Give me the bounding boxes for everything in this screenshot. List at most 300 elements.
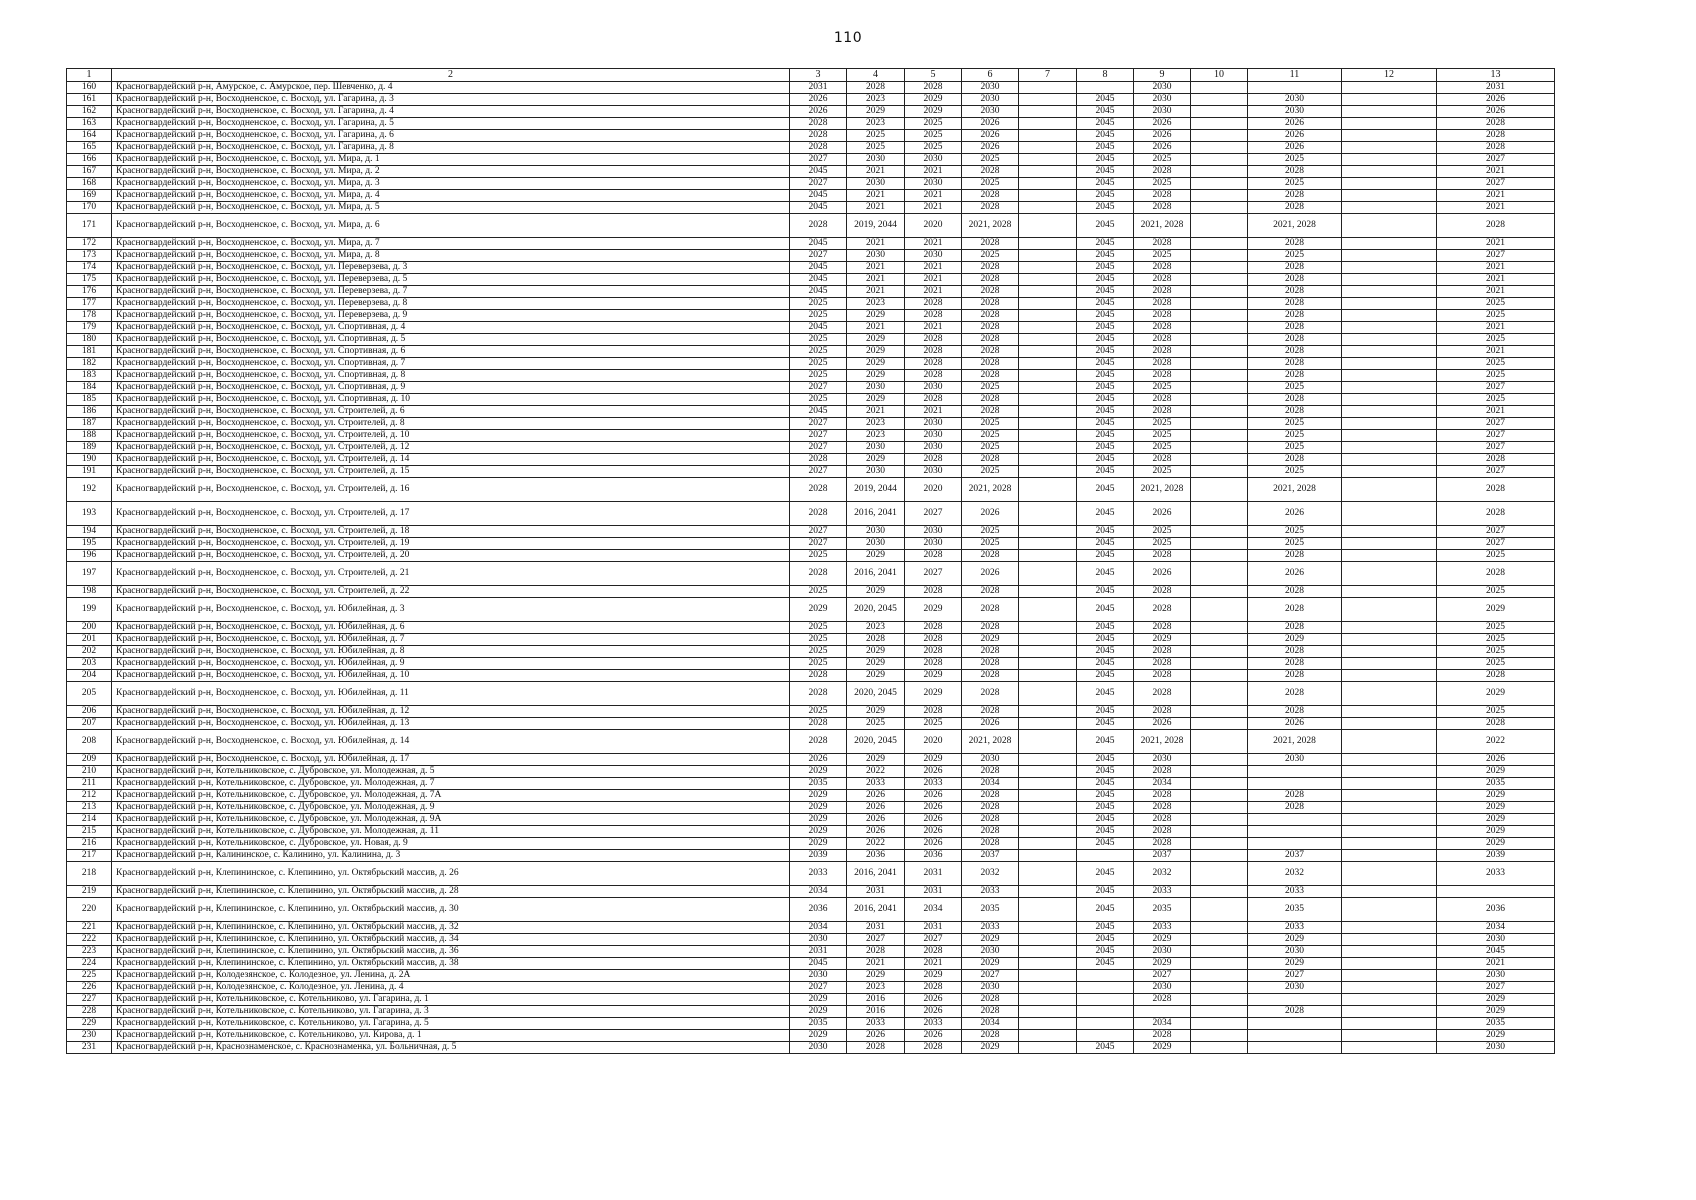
table-row bbox=[67, 274, 1555, 286]
row-number-cell: 163 bbox=[67, 118, 112, 130]
year-cell: 2045 bbox=[790, 322, 847, 334]
year-cell: 2028 bbox=[1134, 622, 1191, 634]
year-cell: 2028 bbox=[1248, 790, 1342, 802]
year-cell: 2028 bbox=[905, 346, 962, 358]
year-cell: 2028 bbox=[962, 298, 1019, 310]
year-cell: 2023 bbox=[847, 982, 905, 994]
row-number-cell: 176 bbox=[67, 286, 112, 298]
year-cell: 2029 bbox=[1134, 1042, 1191, 1054]
year-cell: 2025 bbox=[1437, 622, 1555, 634]
year-cell: 2045 bbox=[1077, 814, 1134, 826]
year-cell bbox=[1342, 130, 1437, 142]
year-cell bbox=[1191, 718, 1248, 730]
year-cell: 2028 bbox=[905, 706, 962, 718]
year-cell: 2022 bbox=[847, 766, 905, 778]
year-cell: 2021 bbox=[1437, 958, 1555, 970]
year-cell: 2028 bbox=[847, 946, 905, 958]
year-cell: 2021 bbox=[905, 406, 962, 418]
address-cell: Красногвардейский р-н, Краснознаменское, с. Краснознаменка, ул. Больничная, д. 5 bbox=[112, 1042, 790, 1054]
year-cell: 2021 bbox=[1437, 406, 1555, 418]
year-cell: 2021, 2028 bbox=[1134, 214, 1191, 238]
year-cell bbox=[1342, 1006, 1437, 1018]
year-cell bbox=[1019, 154, 1077, 166]
year-cell bbox=[1077, 1030, 1134, 1042]
year-cell: 2028 bbox=[1248, 682, 1342, 706]
year-cell: 2028 bbox=[1134, 394, 1191, 406]
table-row bbox=[67, 898, 1555, 922]
year-cell bbox=[1342, 238, 1437, 250]
year-cell: 2026 bbox=[905, 766, 962, 778]
table-row bbox=[67, 394, 1555, 406]
year-cell bbox=[1191, 130, 1248, 142]
year-cell bbox=[1191, 850, 1248, 862]
address-cell: Красногвардейский р-н, Восходненское, с. Восход, ул. Гагарина, д. 4 bbox=[112, 106, 790, 118]
year-cell: 2033 bbox=[1134, 886, 1191, 898]
year-cell: 2028 bbox=[1248, 286, 1342, 298]
year-cell bbox=[1342, 1018, 1437, 1030]
year-cell: 2028 bbox=[1248, 454, 1342, 466]
row-number-cell: 191 bbox=[67, 466, 112, 478]
year-cell: 2025 bbox=[790, 658, 847, 670]
year-cell: 2027 bbox=[905, 934, 962, 946]
year-cell: 2021, 2028 bbox=[962, 730, 1019, 754]
year-cell: 2026 bbox=[847, 790, 905, 802]
year-cell: 2027 bbox=[790, 154, 847, 166]
year-cell: 2030 bbox=[847, 154, 905, 166]
year-cell: 2031 bbox=[1437, 82, 1555, 94]
year-cell bbox=[1019, 250, 1077, 262]
row-number-cell: 198 bbox=[67, 586, 112, 598]
year-cell: 2028 bbox=[1134, 370, 1191, 382]
year-cell bbox=[1019, 658, 1077, 670]
table-row bbox=[67, 682, 1555, 706]
year-cell: 2023 bbox=[847, 118, 905, 130]
year-cell: 2025 bbox=[905, 118, 962, 130]
year-cell bbox=[1342, 862, 1437, 886]
year-cell: 2028 bbox=[790, 118, 847, 130]
year-cell: 2027 bbox=[1437, 418, 1555, 430]
year-cell bbox=[1191, 190, 1248, 202]
year-cell: 2028 bbox=[1437, 478, 1555, 502]
year-cell: 2020, 2045 bbox=[847, 682, 905, 706]
year-cell: 2021, 2028 bbox=[1248, 478, 1342, 502]
address-cell: Красногвардейский р-н, Восходненское, с. Восход, ул. Строителей, д. 12 bbox=[112, 442, 790, 454]
year-cell: 2025 bbox=[790, 550, 847, 562]
table-row bbox=[67, 502, 1555, 526]
year-cell bbox=[1342, 526, 1437, 538]
year-cell: 2045 bbox=[1077, 922, 1134, 934]
year-cell: 2025 bbox=[790, 310, 847, 322]
year-cell: 2028 bbox=[790, 130, 847, 142]
year-cell bbox=[1077, 850, 1134, 862]
address-cell: Красногвардейский р-н, Котельниковское, с. Дубровское, ул. Молодежная, д. 5 bbox=[112, 766, 790, 778]
year-cell: 2045 bbox=[1077, 946, 1134, 958]
year-cell: 2029 bbox=[1437, 790, 1555, 802]
year-cell: 2029 bbox=[847, 970, 905, 982]
year-cell bbox=[1019, 538, 1077, 550]
year-cell: 2031 bbox=[847, 886, 905, 898]
year-cell: 2033 bbox=[847, 778, 905, 790]
year-cell: 2030 bbox=[1437, 934, 1555, 946]
row-number-cell: 213 bbox=[67, 802, 112, 814]
year-cell: 2026 bbox=[1134, 130, 1191, 142]
column-header-3: 3 bbox=[790, 69, 847, 82]
row-number-cell: 225 bbox=[67, 970, 112, 982]
row-number-cell: 231 bbox=[67, 1042, 112, 1054]
column-header-2: 2 bbox=[112, 69, 790, 82]
year-cell: 2026 bbox=[962, 562, 1019, 586]
table-row bbox=[67, 214, 1555, 238]
table-row bbox=[67, 322, 1555, 334]
year-cell: 2025 bbox=[790, 586, 847, 598]
year-cell bbox=[1342, 598, 1437, 622]
year-cell: 2028 bbox=[1134, 322, 1191, 334]
year-cell: 2033 bbox=[905, 1018, 962, 1030]
year-cell bbox=[1191, 262, 1248, 274]
year-cell: 2028 bbox=[962, 190, 1019, 202]
year-cell: 2025 bbox=[1134, 538, 1191, 550]
year-cell: 2026 bbox=[962, 142, 1019, 154]
row-number-cell: 190 bbox=[67, 454, 112, 466]
year-cell: 2030 bbox=[847, 526, 905, 538]
year-cell: 2026 bbox=[1248, 562, 1342, 586]
year-cell bbox=[1342, 994, 1437, 1006]
address-cell: Красногвардейский р-н, Восходненское, с. Восход, ул. Юбилейная, д. 8 bbox=[112, 646, 790, 658]
year-cell bbox=[1342, 898, 1437, 922]
year-cell bbox=[1342, 850, 1437, 862]
year-cell bbox=[1019, 94, 1077, 106]
year-cell: 2028 bbox=[790, 682, 847, 706]
year-cell: 2045 bbox=[1077, 682, 1134, 706]
address-cell: Красногвардейский р-н, Клепининское, с. Клепинино, ул. Октябрьский массив, д. 38 bbox=[112, 958, 790, 970]
year-cell: 2028 bbox=[962, 838, 1019, 850]
year-cell bbox=[1191, 334, 1248, 346]
address-cell: Красногвардейский р-н, Клепининское, с. Клепинино, ул. Октябрьский массив, д. 26 bbox=[112, 862, 790, 886]
year-cell bbox=[1019, 310, 1077, 322]
year-cell: 2045 bbox=[790, 238, 847, 250]
year-cell: 2029 bbox=[1134, 934, 1191, 946]
year-cell: 2029 bbox=[847, 646, 905, 658]
year-cell: 2028 bbox=[1134, 670, 1191, 682]
year-cell: 2029 bbox=[790, 1006, 847, 1018]
row-number-cell: 199 bbox=[67, 598, 112, 622]
year-cell: 2028 bbox=[1134, 658, 1191, 670]
year-cell: 2027 bbox=[847, 934, 905, 946]
year-cell: 2025 bbox=[790, 634, 847, 646]
table-row bbox=[67, 598, 1555, 622]
year-cell bbox=[1191, 934, 1248, 946]
year-cell: 2028 bbox=[1248, 238, 1342, 250]
year-cell: 2045 bbox=[1077, 358, 1134, 370]
year-cell: 2025 bbox=[962, 466, 1019, 478]
year-cell: 2028 bbox=[962, 766, 1019, 778]
row-number-cell: 186 bbox=[67, 406, 112, 418]
year-cell bbox=[1019, 994, 1077, 1006]
year-cell: 2028 bbox=[962, 334, 1019, 346]
year-cell: 2022 bbox=[1437, 730, 1555, 754]
year-cell: 2034 bbox=[790, 886, 847, 898]
year-cell: 2021 bbox=[1437, 166, 1555, 178]
year-cell bbox=[1191, 1030, 1248, 1042]
year-cell: 2030 bbox=[847, 466, 905, 478]
address-cell: Красногвардейский р-н, Клепининское, с. Клепинино, ул. Октябрьский массив, д. 36 bbox=[112, 946, 790, 958]
row-number-cell: 192 bbox=[67, 478, 112, 502]
year-cell: 2045 bbox=[1077, 442, 1134, 454]
year-cell: 2028 bbox=[962, 274, 1019, 286]
row-number-cell: 181 bbox=[67, 346, 112, 358]
address-cell: Красногвардейский р-н, Восходненское, с. Восход, ул. Юбилейная, д. 9 bbox=[112, 658, 790, 670]
year-cell bbox=[1191, 118, 1248, 130]
year-cell: 2031 bbox=[847, 922, 905, 934]
table-row bbox=[67, 622, 1555, 634]
year-cell bbox=[1191, 142, 1248, 154]
year-cell: 2030 bbox=[962, 946, 1019, 958]
year-cell: 2028 bbox=[1134, 202, 1191, 214]
year-cell bbox=[1019, 946, 1077, 958]
row-number-cell: 160 bbox=[67, 82, 112, 94]
address-cell: Красногвардейский р-н, Восходненское, с. Восход, ул. Строителей, д. 14 bbox=[112, 454, 790, 466]
year-cell bbox=[1342, 178, 1437, 190]
year-cell: 2028 bbox=[1134, 286, 1191, 298]
year-cell bbox=[1019, 322, 1077, 334]
year-cell: 2028 bbox=[905, 550, 962, 562]
year-cell: 2030 bbox=[1134, 94, 1191, 106]
year-cell: 2028 bbox=[1437, 130, 1555, 142]
year-cell: 2016, 2041 bbox=[847, 502, 905, 526]
year-cell bbox=[1019, 814, 1077, 826]
year-cell bbox=[1191, 646, 1248, 658]
year-cell: 2028 bbox=[1248, 670, 1342, 682]
year-cell bbox=[1342, 538, 1437, 550]
year-cell bbox=[1342, 118, 1437, 130]
year-cell: 2037 bbox=[1248, 850, 1342, 862]
year-cell bbox=[1191, 730, 1248, 754]
year-cell: 2026 bbox=[962, 718, 1019, 730]
year-cell bbox=[1191, 970, 1248, 982]
year-cell: 2030 bbox=[905, 526, 962, 538]
year-cell: 2034 bbox=[790, 922, 847, 934]
row-number-cell: 222 bbox=[67, 934, 112, 946]
column-header-5: 5 bbox=[905, 69, 962, 82]
year-cell: 2021 bbox=[1437, 286, 1555, 298]
year-cell: 2028 bbox=[905, 586, 962, 598]
year-cell: 2045 bbox=[1077, 586, 1134, 598]
table-row bbox=[67, 346, 1555, 358]
year-cell bbox=[1191, 214, 1248, 238]
year-cell: 2026 bbox=[790, 106, 847, 118]
year-cell: 2021 bbox=[1437, 238, 1555, 250]
year-cell: 2025 bbox=[790, 370, 847, 382]
row-number-cell: 212 bbox=[67, 790, 112, 802]
year-cell bbox=[1019, 706, 1077, 718]
address-cell: Красногвардейский р-н, Восходненское, с. Восход, ул. Спортивная, д. 6 bbox=[112, 346, 790, 358]
year-cell: 2045 bbox=[1077, 526, 1134, 538]
year-cell: 2032 bbox=[962, 862, 1019, 886]
year-cell: 2025 bbox=[1134, 250, 1191, 262]
year-cell bbox=[1019, 142, 1077, 154]
year-cell: 2025 bbox=[1134, 178, 1191, 190]
year-cell bbox=[1191, 406, 1248, 418]
row-number-cell: 226 bbox=[67, 982, 112, 994]
year-cell: 2027 bbox=[962, 970, 1019, 982]
year-cell bbox=[1191, 586, 1248, 598]
year-cell: 2028 bbox=[1248, 262, 1342, 274]
year-cell: 2025 bbox=[962, 526, 1019, 538]
row-number-cell: 197 bbox=[67, 562, 112, 586]
year-cell bbox=[1191, 286, 1248, 298]
year-cell: 2025 bbox=[847, 718, 905, 730]
year-cell bbox=[1191, 982, 1248, 994]
year-cell bbox=[1191, 838, 1248, 850]
table-row bbox=[67, 262, 1555, 274]
table-row bbox=[67, 106, 1555, 118]
year-cell: 2025 bbox=[962, 382, 1019, 394]
year-cell: 2028 bbox=[905, 1042, 962, 1054]
year-cell: 2034 bbox=[1134, 1018, 1191, 1030]
year-cell: 2025 bbox=[962, 538, 1019, 550]
year-cell: 2045 bbox=[1077, 670, 1134, 682]
year-cell: 2028 bbox=[790, 454, 847, 466]
year-cell: 2019, 2044 bbox=[847, 478, 905, 502]
year-cell: 2028 bbox=[1248, 358, 1342, 370]
column-header-1: 1 bbox=[67, 69, 112, 82]
year-cell: 2021 bbox=[905, 274, 962, 286]
year-cell bbox=[1342, 814, 1437, 826]
table-row bbox=[67, 754, 1555, 766]
year-cell bbox=[1019, 382, 1077, 394]
year-cell: 2029 bbox=[1437, 802, 1555, 814]
year-cell: 2028 bbox=[790, 214, 847, 238]
address-cell: Красногвардейский р-н, Клепининское, с. Клепинино, ул. Октябрьский массив, д. 32 bbox=[112, 922, 790, 934]
year-cell: 2021 bbox=[905, 202, 962, 214]
year-cell: 2045 bbox=[1077, 478, 1134, 502]
year-cell bbox=[1342, 406, 1437, 418]
address-cell: Красногвардейский р-н, Восходненское, с. Восход, ул. Строителей, д. 15 bbox=[112, 466, 790, 478]
year-cell bbox=[1191, 346, 1248, 358]
year-cell: 2029 bbox=[1134, 958, 1191, 970]
year-cell: 2039 bbox=[790, 850, 847, 862]
year-cell: 2028 bbox=[1134, 166, 1191, 178]
year-cell: 2045 bbox=[790, 262, 847, 274]
year-cell bbox=[1342, 634, 1437, 646]
address-cell: Красногвардейский р-н, Котельниковское, с. Котельниково, ул. Гагарина, д. 1 bbox=[112, 994, 790, 1006]
year-cell: 2021 bbox=[847, 322, 905, 334]
table-row bbox=[67, 970, 1555, 982]
year-cell: 2045 bbox=[1077, 394, 1134, 406]
year-cell: 2027 bbox=[1437, 466, 1555, 478]
year-cell: 2027 bbox=[905, 502, 962, 526]
address-cell: Красногвардейский р-н, Восходненское, с. Восход, ул. Спортивная, д. 8 bbox=[112, 370, 790, 382]
year-cell: 2028 bbox=[962, 670, 1019, 682]
year-cell: 2028 bbox=[962, 1006, 1019, 1018]
table-row bbox=[67, 646, 1555, 658]
year-cell bbox=[1342, 646, 1437, 658]
year-cell: 2028 bbox=[790, 670, 847, 682]
year-cell: 2021 bbox=[847, 262, 905, 274]
year-cell: 2026 bbox=[905, 1030, 962, 1042]
table-row bbox=[67, 982, 1555, 994]
address-cell: Красногвардейский р-н, Восходненское, с. Восход, ул. Мира, д. 3 bbox=[112, 178, 790, 190]
year-cell: 2022 bbox=[847, 838, 905, 850]
row-number-cell: 216 bbox=[67, 838, 112, 850]
year-cell bbox=[1342, 682, 1437, 706]
year-cell: 2021 bbox=[905, 958, 962, 970]
year-cell: 2028 bbox=[1134, 706, 1191, 718]
year-cell bbox=[1191, 898, 1248, 922]
table-row bbox=[67, 454, 1555, 466]
address-cell: Красногвардейский р-н, Восходненское, с. Восход, ул. Переверзева, д. 5 bbox=[112, 274, 790, 286]
year-cell bbox=[1342, 886, 1437, 898]
year-cell: 2045 bbox=[1077, 790, 1134, 802]
year-cell: 2045 bbox=[1077, 142, 1134, 154]
year-cell bbox=[1019, 826, 1077, 838]
row-number-cell: 175 bbox=[67, 274, 112, 286]
address-cell: Красногвардейский р-н, Восходненское, с. Восход, ул. Юбилейная, д. 6 bbox=[112, 622, 790, 634]
year-cell bbox=[1077, 1006, 1134, 1018]
year-cell: 2029 bbox=[790, 766, 847, 778]
year-cell: 2029 bbox=[1437, 766, 1555, 778]
table-header bbox=[67, 69, 1555, 82]
year-cell: 2028 bbox=[1437, 502, 1555, 526]
year-cell bbox=[1019, 178, 1077, 190]
address-cell: Красногвардейский р-н, Котельниковское, с. Котельниково, ул. Гагарина, д. 3 bbox=[112, 1006, 790, 1018]
year-cell bbox=[1342, 562, 1437, 586]
year-cell: 2028 bbox=[1248, 310, 1342, 322]
year-cell bbox=[1191, 454, 1248, 466]
year-cell: 2030 bbox=[962, 982, 1019, 994]
year-cell: 2028 bbox=[1134, 274, 1191, 286]
address-cell: Красногвардейский р-н, Восходненское, с. Восход, ул. Строителей, д. 16 bbox=[112, 478, 790, 502]
year-cell: 2025 bbox=[1134, 430, 1191, 442]
year-cell bbox=[1342, 658, 1437, 670]
year-cell bbox=[1342, 286, 1437, 298]
year-cell bbox=[1019, 958, 1077, 970]
year-cell bbox=[1248, 994, 1342, 1006]
year-cell bbox=[1019, 202, 1077, 214]
year-cell: 2028 bbox=[1134, 598, 1191, 622]
address-cell: Красногвардейский р-н, Восходненское, с. Восход, ул. Мира, д. 8 bbox=[112, 250, 790, 262]
year-cell bbox=[1019, 682, 1077, 706]
year-cell: 2029 bbox=[1248, 634, 1342, 646]
year-cell: 2028 bbox=[1134, 826, 1191, 838]
address-cell: Красногвардейский р-н, Восходненское, с. Восход, ул. Переверзева, д. 7 bbox=[112, 286, 790, 298]
year-cell bbox=[1342, 622, 1437, 634]
year-cell: 2026 bbox=[905, 838, 962, 850]
year-cell bbox=[1019, 790, 1077, 802]
year-cell: 2029 bbox=[962, 934, 1019, 946]
year-cell bbox=[1342, 106, 1437, 118]
year-cell: 2025 bbox=[962, 418, 1019, 430]
year-cell: 2045 bbox=[1077, 370, 1134, 382]
year-cell: 2026 bbox=[1437, 94, 1555, 106]
year-cell: 2019, 2044 bbox=[847, 214, 905, 238]
address-cell: Красногвардейский р-н, Восходненское, с. Восход, ул. Мира, д. 4 bbox=[112, 190, 790, 202]
year-cell: 2028 bbox=[1134, 682, 1191, 706]
year-cell bbox=[1342, 262, 1437, 274]
year-cell: 2027 bbox=[790, 382, 847, 394]
year-cell: 2027 bbox=[790, 538, 847, 550]
address-cell: Красногвардейский р-н, Калининское, с. Калинино, ул. Калинина, д. 3 bbox=[112, 850, 790, 862]
year-cell: 2028 bbox=[1134, 238, 1191, 250]
year-cell: 2045 bbox=[1077, 430, 1134, 442]
year-cell: 2028 bbox=[1134, 298, 1191, 310]
table-row bbox=[67, 562, 1555, 586]
year-cell: 2028 bbox=[1437, 454, 1555, 466]
year-cell: 2020, 2045 bbox=[847, 598, 905, 622]
year-cell: 2034 bbox=[1134, 778, 1191, 790]
row-number-cell: 208 bbox=[67, 730, 112, 754]
year-cell: 2029 bbox=[847, 706, 905, 718]
